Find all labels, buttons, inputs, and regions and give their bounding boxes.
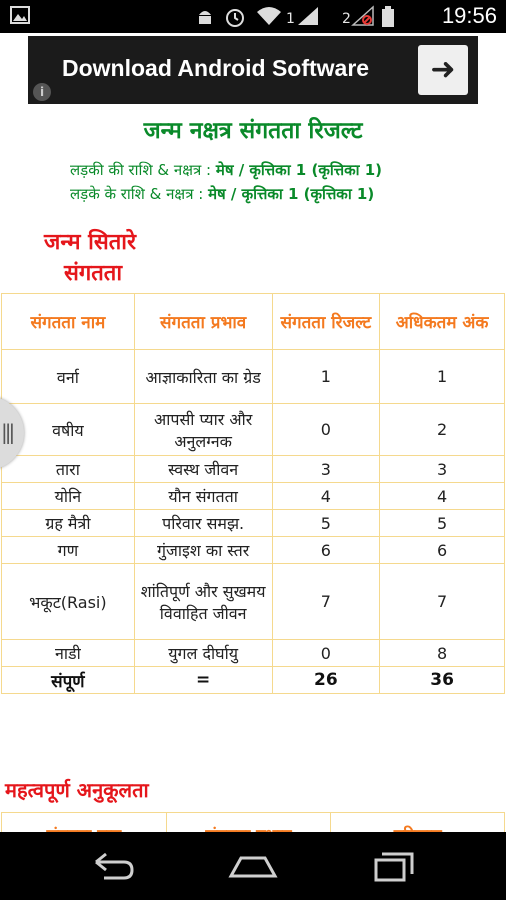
ad-area: [0, 33, 506, 105]
total-equals: =: [134, 667, 272, 694]
cell: आपसी प्यार और अनुलग्नक: [134, 404, 272, 456]
table-row: [2, 483, 505, 510]
cell: 4: [380, 483, 505, 510]
cell: 0: [272, 404, 380, 456]
cell: ग्रह मैत्री: [2, 510, 135, 537]
cell: 1: [272, 350, 380, 404]
boy-info: [70, 184, 374, 204]
table-total-row: [2, 667, 505, 694]
cell: 6: [380, 537, 505, 564]
cell: 0: [272, 640, 380, 667]
cell: स्वस्थ जीवन: [134, 456, 272, 483]
wifi-icon: [256, 6, 282, 31]
back-icon: [82, 846, 142, 886]
total-result: 26: [272, 667, 380, 694]
cell: 5: [380, 510, 505, 537]
cell: 3: [380, 456, 505, 483]
section-title-line2: संगतता: [64, 261, 123, 286]
section2-title: महत्वपूर्ण अनुकूलता: [5, 778, 149, 802]
cell: 1: [380, 350, 505, 404]
sim2-label: 2: [342, 11, 351, 27]
table-row: [2, 537, 505, 564]
arrow-right-icon[interactable]: ➜: [418, 45, 468, 95]
cell: भकूट(Rasi): [2, 564, 135, 640]
total-max: 36: [380, 667, 505, 694]
boy-label: लड़के के राशि & नक्षत्र :: [70, 185, 209, 203]
table-row: [2, 564, 505, 640]
grip-icon: |||: [1, 420, 13, 444]
android-icon: [195, 6, 215, 31]
cell: शांतिपूर्ण और सुखमय विवाहित जीवन: [134, 564, 272, 640]
cell: गुंजाइश का स्तर: [134, 537, 272, 564]
cell: 7: [272, 564, 380, 640]
info-icon[interactable]: i: [33, 83, 51, 101]
boy-value: मेष / कृत्तिका 1 (कृत्तिका 1): [208, 185, 375, 203]
clock: 19:56: [441, 3, 497, 28]
home-icon: [223, 846, 283, 886]
girl-label: लड़की की राशि & नक्षत्र :: [70, 161, 216, 179]
cell: 5: [272, 510, 380, 537]
page-title: जन्म नक्षत्र संगतता रिजल्ट: [143, 118, 363, 144]
section-title-line1: जन्म सितारे: [44, 230, 136, 255]
header-cell: संगतता रिजल्ट: [272, 294, 380, 350]
cell: 2: [380, 404, 505, 456]
girl-value: मेष / कृत्तिका 1 (कृत्तिका 1): [215, 161, 383, 179]
back-button[interactable]: [82, 846, 142, 886]
signal-no-service-icon: [352, 6, 374, 31]
sim1-label: 1: [286, 11, 295, 27]
main-content: [0, 105, 506, 832]
compatibility-table: [1, 293, 505, 694]
image-icon: [10, 6, 30, 29]
total-label: संपूर्ण: [2, 667, 135, 694]
cell: 7: [380, 564, 505, 640]
cell: आज्ञाकारिता का ग्रेड: [134, 350, 272, 404]
table-header-row: [2, 294, 505, 350]
cell: वर्ना: [2, 350, 135, 404]
cell: नाडी: [2, 640, 135, 667]
cell: 8: [380, 640, 505, 667]
cell: 4: [272, 483, 380, 510]
cell: 6: [272, 537, 380, 564]
recent-apps-icon: [364, 846, 424, 886]
battery-icon: [381, 6, 395, 33]
signal-icon: [297, 6, 319, 31]
header-cell: संगतता नाम: [2, 294, 135, 350]
cell: यौन संगतता: [134, 483, 272, 510]
header-cell: अधिकतम अंक: [380, 294, 505, 350]
table-row: [2, 640, 505, 667]
cell: युगल दीर्घायु: [134, 640, 272, 667]
table-row: [2, 350, 505, 404]
cell: 3: [272, 456, 380, 483]
ad-banner[interactable]: [28, 36, 478, 104]
cell: योनि: [2, 483, 135, 510]
status-bar: [0, 0, 506, 33]
cell: परिवार समझ.: [134, 510, 272, 537]
girl-info: [70, 160, 382, 180]
table-row: [2, 510, 505, 537]
alarm-icon: [224, 6, 246, 33]
cell: गण: [2, 537, 135, 564]
navigation-bar: [0, 832, 506, 900]
recent-apps-button[interactable]: [364, 846, 424, 886]
table-row: [2, 456, 505, 483]
header-cell: संगतता प्रभाव: [134, 294, 272, 350]
ad-text[interactable]: Download Android Software: [62, 55, 370, 81]
table-row: [2, 404, 505, 456]
cell: तारा: [2, 456, 135, 483]
home-button[interactable]: [223, 846, 283, 886]
cell: वषीय: [2, 404, 135, 456]
